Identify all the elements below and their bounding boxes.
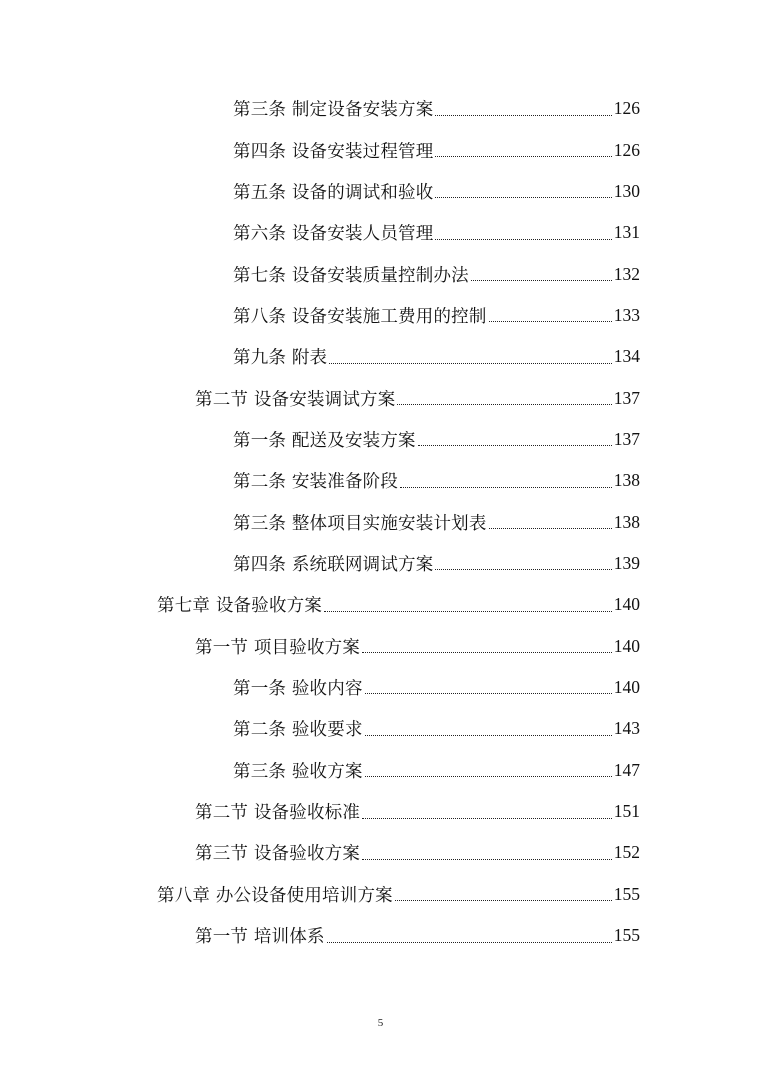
toc-entry-page: 133 — [613, 304, 640, 325]
toc-entry-title: 第二条 安装准备阶段 — [233, 472, 399, 493]
toc-entry[interactable] — [0, 88, 761, 129]
toc-dot-leader — [418, 444, 612, 446]
toc-entry[interactable] — [0, 543, 761, 584]
toc-entry-title: 第四条 系统联网调试方案 — [233, 554, 434, 575]
toc-dot-leader — [365, 775, 612, 777]
toc-entry-title: 第一条 配送及安装方案 — [233, 430, 416, 451]
toc-entry-page: 132 — [613, 263, 640, 284]
toc-entry-title: 第七条 设备安装质量控制办法 — [233, 265, 469, 286]
toc-entry-page: 134 — [613, 346, 640, 367]
toc-entry-title: 第八章 办公设备使用培训方案 — [157, 885, 393, 906]
toc-entry-page: 151 — [613, 801, 640, 822]
toc-dot-leader — [435, 155, 611, 157]
toc-entry[interactable] — [0, 708, 761, 749]
toc-entry[interactable] — [0, 667, 761, 708]
toc-entry[interactable] — [0, 295, 761, 336]
toc-dot-leader — [329, 362, 611, 364]
toc-dot-leader — [362, 817, 612, 819]
toc-entry-page: 155 — [613, 883, 640, 904]
toc-entry-title: 第三节 设备验收方案 — [195, 844, 361, 865]
toc-dot-leader — [471, 279, 612, 281]
toc-dot-leader — [324, 610, 612, 612]
toc-dot-leader — [365, 734, 612, 736]
toc-entry-page: 140 — [613, 635, 640, 656]
toc-entry[interactable] — [0, 791, 761, 832]
toc-entry[interactable] — [0, 419, 761, 460]
toc-dot-leader — [435, 114, 611, 116]
toc-entry-page: 126 — [613, 98, 640, 119]
toc-entry-title: 第一节 项目验收方案 — [195, 637, 361, 658]
toc-entry-page: 143 — [613, 718, 640, 739]
toc-entry[interactable] — [0, 377, 761, 418]
toc-entry[interactable] — [0, 625, 761, 666]
toc-entry[interactable] — [0, 171, 761, 212]
toc-entry-title: 第五条 设备的调试和验收 — [233, 182, 434, 203]
toc-dot-leader — [435, 196, 611, 198]
toc-entry[interactable] — [0, 129, 761, 170]
toc-entry-page: 140 — [613, 594, 640, 615]
toc-entry-page: 138 — [613, 511, 640, 532]
toc-entry-page: 137 — [613, 428, 640, 449]
toc-dot-leader — [395, 899, 612, 901]
page-number: 5 — [377, 1017, 384, 1029]
toc-dot-leader — [489, 527, 612, 529]
toc-entry-page: 140 — [613, 676, 640, 697]
toc-entry-title: 第九条 附表 — [233, 348, 328, 369]
toc-entry-title: 第二节 设备验收标准 — [195, 803, 361, 824]
toc-entry-page: 155 — [613, 925, 640, 946]
toc-entry[interactable] — [0, 253, 761, 294]
toc-entry-page: 130 — [613, 180, 640, 201]
toc-dot-leader — [400, 486, 612, 488]
toc-entry[interactable] — [0, 584, 761, 625]
toc-dot-leader — [435, 568, 611, 570]
toc-entry-page: 138 — [613, 470, 640, 491]
toc-dot-leader — [489, 320, 612, 322]
toc-dot-leader — [327, 941, 612, 943]
toc-entry-title: 第二节 设备安装调试方案 — [195, 389, 396, 410]
toc-entry[interactable] — [0, 832, 761, 873]
toc-entry-page: 126 — [613, 139, 640, 160]
toc-entry-title: 第三条 整体项目实施安装计划表 — [233, 513, 487, 534]
toc-entry-title: 第一节 培训体系 — [195, 927, 325, 948]
toc-dot-leader — [362, 651, 612, 653]
toc-entry[interactable] — [0, 915, 761, 956]
toc-dot-leader — [362, 858, 612, 860]
toc-entry-page: 147 — [613, 759, 640, 780]
toc-entry-title: 第二条 验收要求 — [233, 720, 363, 741]
toc-entry-title: 第四条 设备安装过程管理 — [233, 141, 434, 162]
table-of-contents — [0, 88, 761, 956]
toc-entry-page: 137 — [613, 387, 640, 408]
toc-entry[interactable] — [0, 460, 761, 501]
toc-entry-page: 131 — [613, 222, 640, 243]
toc-entry[interactable] — [0, 501, 761, 542]
toc-dot-leader — [435, 238, 611, 240]
toc-entry[interactable] — [0, 874, 761, 915]
toc-entry-title: 第八条 设备安装施工费用的控制 — [233, 306, 487, 327]
toc-entry-title: 第七章 设备验收方案 — [157, 596, 323, 617]
toc-entry[interactable] — [0, 336, 761, 377]
toc-entry[interactable] — [0, 750, 761, 791]
toc-entry-title: 第三条 制定设备安装方案 — [233, 100, 434, 121]
toc-entry-title: 第一条 验收内容 — [233, 678, 363, 699]
toc-entry[interactable] — [0, 212, 761, 253]
toc-entry-page: 139 — [613, 552, 640, 573]
toc-entry-title: 第六条 设备安装人员管理 — [233, 224, 434, 245]
toc-entry-page: 152 — [613, 842, 640, 863]
toc-dot-leader — [365, 692, 612, 694]
toc-entry-title: 第三条 验收方案 — [233, 761, 363, 782]
toc-dot-leader — [397, 403, 611, 405]
